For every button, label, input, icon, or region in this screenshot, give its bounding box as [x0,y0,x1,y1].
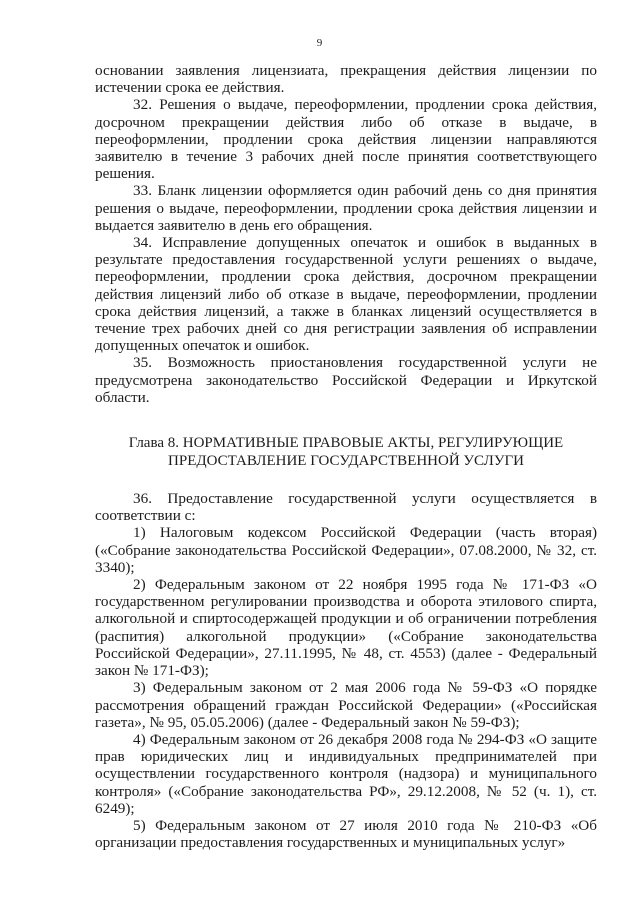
paragraph-32: 32. Решения о выдаче, переоформлении, продлении срока действия, досрочном прекращении действия либо об отказе в выдаче, в переоформлении, продлении срока действия лицензии направляются заявителю в течение 3 рабочих дней после принятия соответствующего решения. [95,96,597,183]
paragraph-33: 33. Бланк лицензии оформляется один рабочий день со дня принятия решения о выдаче, переоформлении, продлении срока действия лицензии и выдается заявителю в день его обращения. [95,182,597,234]
page-number: 9 [316,37,323,49]
paragraph-35: 35. Возможность приостановления государственной услуги не предусмотрена законодательство Российской Федерации и Иркутской области. [95,354,597,406]
paragraph-34: 34. Исправление допущенных опечаток и ошибок в выданных в результате предоставления государственной услуги решениях о выдаче, переоформлении, продлении срока действия, досрочном прекращении действия лицензий либо об отказе в выдаче, переоформлении, продлении срока действия лицензий, а также в бланках лицензий осуществляется в течение трех рабочих дней со дня регистрации заявления об исправлении допущенных опечаток и ошибок. [95,234,597,355]
paragraph-36: 36. Предоставление государственной услуги осуществляется в соответствии с: [95,490,597,525]
list-item-3: 3) Федеральным законом от 2 мая 2006 года № 59-ФЗ «О порядке рассмотрения обращений граждан Российской Федерации» («Российская газета», № 95, 05.05.2006) (далее - Федеральный закон № 59-ФЗ); [95,679,597,731]
chapter-heading [95,434,597,470]
chapter-heading-line-2: ПРЕДОСТАВЛЕНИЕ ГОСУДАРСТВЕННОЙ УСЛУГИ [168,453,524,470]
list-item-2: 2) Федеральным законом от 22 ноября 1995 года № 171-ФЗ «О государственном регулировании производства и оборота этилового спирта, алкогольной и спиртосодержащей продукции и об ограничении потребления (распития) алкогольной продукции» («Собрание законодательства Российской Федерации», 27.11.1995, № 48, ст. 4553) (далее - Федеральный закон № 171-ФЗ); [95,576,597,680]
document-body [95,62,597,851]
chapter-heading-line-1: Глава 8. НОРМАТИВНЫЕ ПРАВОВЫЕ АКТЫ, РЕГУЛИРУЮЩИЕ [128,435,564,452]
list-item-1: 1) Налоговым кодексом Российской Федерации (часть вторая) («Собрание законодательства Российской Федерации», 07.08.2000, № 32, ст. 3340); [95,524,597,576]
paragraph-continuation: основании заявления лицензиата, прекращения действия лицензии по истечении срока ее действия. [95,62,597,97]
list-item-4: 4) Федеральным законом от 26 декабря 2008 года № 294-ФЗ «О защите прав юридических лиц и индивидуальных предпринимателей при осуществлении государственного контроля (надзора) и муниципального контроля» («Собрание законодательства РФ», 29.12.2008, № 52 (ч. 1), ст. 6249); [95,730,597,817]
list-item-5: 5) Федеральным законом от 27 июля 2010 года № 210-ФЗ «Об организации предоставления государственных и муниципальных услуг» [95,816,597,852]
